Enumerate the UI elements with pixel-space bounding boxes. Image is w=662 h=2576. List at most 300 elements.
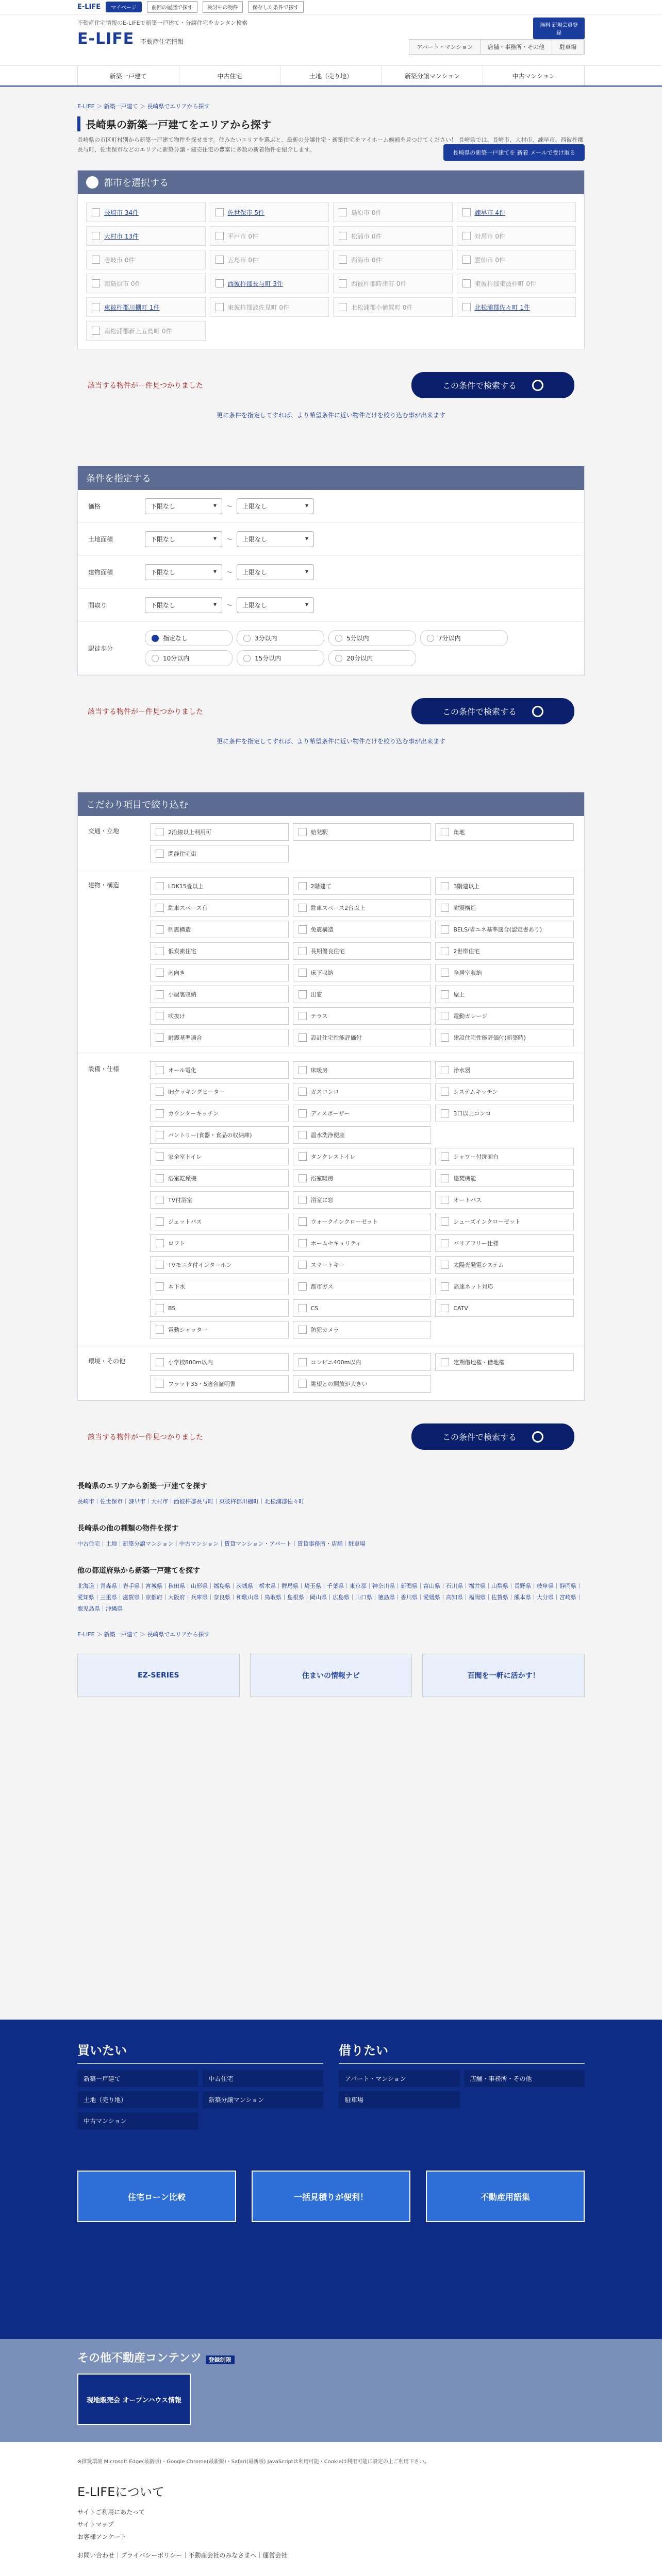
topbar-logo[interactable]: E-LIFE (77, 3, 101, 11)
checkbox-icon[interactable] (299, 1239, 307, 1247)
checkbox-icon[interactable] (156, 990, 164, 998)
keyword-option[interactable] (150, 1299, 289, 1317)
checkbox-icon[interactable] (299, 1109, 307, 1117)
city-option[interactable] (457, 202, 576, 222)
checkbox-icon[interactable] (441, 1088, 449, 1096)
keyword-option[interactable] (435, 986, 574, 1003)
buy-section (77, 2040, 323, 2129)
condition-panel (77, 466, 585, 675)
keyword-option[interactable] (150, 1321, 289, 1338)
keyword-label: 閑静住宅街 (168, 851, 196, 858)
max-select[interactable] (237, 498, 314, 514)
related-links (77, 1481, 585, 1638)
checkbox-icon[interactable] (92, 303, 100, 311)
checkbox-icon[interactable] (441, 1066, 449, 1074)
keyword-label: 全居室収納 (453, 970, 482, 977)
checkbox-icon[interactable] (441, 1196, 449, 1204)
city-option[interactable] (210, 202, 329, 222)
mail-subscribe-button[interactable]: 長崎県の新築一戸建てを 新着 メールで受け取る (443, 144, 585, 161)
footer-link-survey[interactable]: お客様アンケート (77, 2533, 127, 2540)
search-button[interactable] (411, 372, 574, 398)
checkbox-icon[interactable] (216, 208, 224, 216)
header-link-parking[interactable]: 駐車場 (552, 40, 584, 54)
keyword-label: 定期借地権・借地権 (453, 1359, 505, 1366)
keyword-option[interactable] (293, 1170, 432, 1187)
keyword-option[interactable] (150, 921, 289, 938)
city-option[interactable] (333, 274, 453, 293)
promo-estimate[interactable]: 一括見積りが便利！ (252, 2171, 410, 2222)
walk-radio[interactable] (328, 630, 416, 646)
viewed-button[interactable]: 検討中の物件 (203, 1, 243, 13)
checkbox-icon[interactable] (299, 882, 307, 890)
keyword-option[interactable] (435, 964, 574, 981)
checkbox-icon[interactable] (462, 232, 471, 240)
chevron-down-icon: ▾ (213, 535, 217, 543)
keyword-label: CS (310, 1304, 319, 1312)
checkbox-icon[interactable] (216, 303, 224, 311)
city-option[interactable] (86, 202, 206, 222)
keyword-option[interactable] (435, 1083, 574, 1100)
checkbox-icon[interactable] (156, 947, 164, 955)
buy-list (77, 2070, 323, 2129)
footer-link-sitemap[interactable]: サイトマップ (77, 2521, 114, 2528)
city-option[interactable] (333, 297, 453, 317)
checkbox-icon[interactable] (441, 990, 449, 998)
city-option[interactable] (210, 250, 329, 269)
keyword-option[interactable] (435, 1256, 574, 1274)
checkbox-icon[interactable] (156, 1153, 164, 1161)
checkbox-icon[interactable] (156, 1196, 164, 1204)
checkbox-icon[interactable] (441, 969, 449, 977)
checkbox-icon[interactable] (156, 1261, 164, 1269)
min-select[interactable] (145, 597, 222, 613)
checkbox-icon[interactable] (441, 947, 449, 955)
keyword-label: 都市ガス (310, 1283, 334, 1291)
search-button-3[interactable] (411, 1423, 574, 1450)
checkbox-icon[interactable] (156, 1033, 164, 1042)
open-house-banner[interactable]: 現地販売会 オープンハウス情報 (77, 2374, 191, 2425)
keyword-label: ホームセキュリティ (310, 1240, 361, 1247)
gnav-used-house[interactable]: 中古住宅 (179, 66, 280, 86)
checkbox-icon[interactable] (156, 882, 164, 890)
city-option[interactable] (86, 297, 206, 317)
keyword-option[interactable] (150, 1126, 289, 1144)
keyword-label: IHクッキングヒーター (168, 1089, 225, 1096)
keyword-option[interactable] (293, 1126, 432, 1144)
keyword-option[interactable] (293, 877, 432, 895)
walk-radio[interactable] (420, 630, 508, 646)
keyword-option[interactable] (435, 921, 574, 938)
checkbox-icon[interactable] (299, 1088, 307, 1096)
city-label: 西彼杵郡時津町 0件 (351, 280, 407, 287)
city-option[interactable] (333, 202, 453, 222)
checkbox-icon[interactable] (92, 232, 100, 240)
keyword-section-label: 設備・仕様 (88, 1065, 120, 1073)
checkbox-icon[interactable] (339, 256, 347, 264)
buy-link[interactable]: 中古住宅 (203, 2070, 324, 2087)
checkbox-icon[interactable] (462, 208, 471, 216)
checkbox-icon[interactable] (299, 969, 307, 977)
keyword-label: 浄水器 (453, 1067, 471, 1074)
city-option[interactable] (210, 226, 329, 246)
checkbox-icon[interactable] (156, 1326, 164, 1334)
city-label: 北松浦郡佐々町 1件 (474, 303, 530, 311)
checkbox-icon[interactable] (92, 256, 100, 264)
city-option[interactable] (86, 250, 206, 269)
keyword-option[interactable] (293, 1191, 432, 1209)
checkbox-icon[interactable] (299, 1033, 307, 1042)
keyword-label: 制震構造 (168, 926, 191, 934)
keyword-label: 耐震基準適合 (168, 1035, 202, 1042)
checkbox-icon[interactable] (156, 1358, 164, 1366)
keyword-label: 出窓 (310, 991, 322, 998)
header-link-apartment[interactable]: アパート・マンション (409, 40, 481, 54)
city-label: 松浦市 0件 (351, 232, 382, 240)
links-prefectures[interactable]: 北海道｜青森県｜岩手県｜宮城県｜秋田県｜山形県｜福島県｜茨城県｜栃木県｜群馬県｜埼玉県｜千葉県｜東京都｜神奈川県｜新潟県｜富山県｜石川県｜福井県｜山梨県｜長野県｜岐阜県｜静岡県｜愛知県｜三重県｜滋賀県｜京都府｜大阪府｜兵庫県｜奈良県｜和歌山県｜鳥取県｜島根県｜岡山県｜広島県｜山口県｜徳島県｜香川県｜愛媛県｜高知県｜福岡県｜佐賀県｜熊本県｜大分県｜宮崎県｜鹿児島県｜沖縄県 (77, 1583, 582, 1613)
keyword-option[interactable] (435, 1061, 574, 1079)
keyword-option[interactable] (293, 1278, 432, 1295)
keyword-option[interactable] (293, 1029, 432, 1046)
checkbox-icon[interactable] (441, 925, 449, 934)
buy-link[interactable]: 中古マンション (77, 2112, 198, 2129)
breadcrumb[interactable]: E-LIFE ＞ 新築一戸建て ＞ 長崎県でエリアから探す (77, 103, 210, 110)
max-select[interactable] (237, 597, 314, 613)
keyword-label: 3階建以上 (453, 883, 480, 890)
banner-hyakubun[interactable]: 百聞を一軒に活かす！ (422, 1654, 585, 1697)
checkbox-icon[interactable] (462, 279, 471, 287)
links-types[interactable]: 中古住宅｜土地｜新築分譲マンション｜中古マンション｜賃貸マンション・アパート｜賃貸事務所・店舗｜駐車場 (77, 1540, 366, 1548)
checkbox-icon[interactable] (441, 1012, 449, 1020)
checkbox-icon[interactable] (156, 1066, 164, 1074)
checkbox-icon[interactable] (441, 1304, 449, 1312)
keyword-option[interactable] (435, 1353, 574, 1371)
keyword-option[interactable] (293, 1148, 432, 1165)
keyword-option[interactable] (150, 1191, 289, 1209)
checkbox-icon[interactable] (299, 1174, 307, 1182)
keyword-option[interactable] (150, 942, 289, 960)
keyword-option[interactable] (150, 877, 289, 895)
checkbox-icon[interactable] (441, 1153, 449, 1161)
buy-link[interactable]: 新築一戸建て (77, 2070, 198, 2087)
keyword-option[interactable] (150, 1029, 289, 1046)
max-select-value: 上限なし (242, 602, 268, 609)
city-option[interactable] (86, 274, 206, 293)
keyword-label: 角地 (453, 829, 465, 836)
checkbox-icon[interactable] (156, 1304, 164, 1312)
checkbox-icon[interactable] (216, 232, 224, 240)
keyword-option[interactable] (293, 921, 432, 938)
walk-radio[interactable] (145, 630, 233, 646)
keyword-option[interactable] (150, 964, 289, 981)
checkbox-icon[interactable] (299, 1153, 307, 1161)
city-option[interactable] (333, 226, 453, 246)
keyword-option[interactable] (150, 1353, 289, 1371)
city-option[interactable] (86, 226, 206, 246)
city-panel (77, 170, 585, 349)
walk-radio[interactable] (237, 650, 324, 666)
keyword-option[interactable] (435, 1278, 574, 1295)
walk-radio[interactable] (237, 630, 324, 646)
keyword-option[interactable] (435, 942, 574, 960)
keyword-label: テラス (310, 1013, 328, 1020)
checkbox-icon[interactable] (156, 1012, 164, 1020)
keyword-option[interactable] (435, 1170, 574, 1187)
keyword-option[interactable] (293, 1234, 432, 1252)
keyword-option[interactable] (293, 823, 432, 841)
banner-ez[interactable]: EZ-SERIES (77, 1654, 240, 1697)
checkbox-icon[interactable] (92, 327, 100, 335)
keyword-option[interactable] (435, 1299, 574, 1317)
min-select[interactable] (145, 531, 222, 547)
city-label: 大村市 13件 (104, 232, 139, 240)
rent-link[interactable]: 駐車場 (339, 2091, 460, 2108)
keyword-option[interactable] (150, 1007, 289, 1025)
checkbox-icon[interactable] (299, 1217, 307, 1226)
footer-note: ※推奨環境 Microsoft Edge(最新版)・Google Chrome(最新版)・Safari(最新版) JavaScriptは利用可能・Cookieは利用可能に設定の上ご利用下さい。 (77, 2459, 429, 2465)
keyword-option[interactable] (435, 1213, 574, 1230)
keyword-option[interactable] (150, 1061, 289, 1079)
city-label: 雲仙市 0件 (474, 256, 505, 264)
keyword-option[interactable] (435, 899, 574, 917)
checkbox-icon[interactable] (441, 1109, 449, 1117)
city-option[interactable] (210, 297, 329, 317)
keyword-option[interactable] (435, 1234, 574, 1252)
keyword-option[interactable] (435, 1105, 574, 1122)
register-button[interactable]: 無料 新規会員登録 (533, 18, 585, 39)
keyword-option[interactable] (150, 823, 289, 841)
keyword-option[interactable] (150, 845, 289, 862)
city-option[interactable] (86, 321, 206, 341)
chevron-down-icon: ▾ (305, 601, 309, 608)
checkbox-icon[interactable] (156, 828, 164, 836)
checkbox-icon[interactable] (462, 256, 471, 264)
rent-title: 借りたい (339, 2040, 585, 2064)
keyword-option[interactable] (435, 1191, 574, 1209)
keyword-label: フラット35・S適合証明書 (168, 1381, 236, 1388)
keyword-option[interactable] (150, 1234, 289, 1252)
checkbox-icon[interactable] (441, 1239, 449, 1247)
buy-link[interactable]: 土地（売り地） (77, 2091, 198, 2108)
checkbox-icon[interactable] (156, 904, 164, 912)
checkbox-icon[interactable] (156, 1380, 164, 1388)
checkbox-icon[interactable] (299, 1066, 307, 1074)
city-option[interactable] (210, 274, 329, 293)
other-title (77, 2349, 585, 2365)
rent-link[interactable]: アパート・マンション (339, 2070, 460, 2087)
min-select[interactable] (145, 498, 222, 514)
radio-icon (243, 635, 251, 642)
city-option[interactable] (333, 250, 453, 269)
checkbox-icon[interactable] (299, 828, 307, 836)
mypage-button[interactable]: マイページ (106, 2, 142, 12)
keyword-label: スマートキー (310, 1262, 345, 1269)
keyword-option[interactable] (150, 1213, 289, 1230)
keyword-spacer (435, 1375, 574, 1393)
keyword-option[interactable] (293, 1083, 432, 1100)
keyword-option[interactable] (293, 1007, 432, 1025)
checkbox-icon[interactable] (299, 1012, 307, 1020)
checkbox-icon[interactable] (299, 904, 307, 912)
keyword-option[interactable] (435, 1007, 574, 1025)
keyword-option[interactable] (293, 1061, 432, 1079)
links-area[interactable]: 長崎市｜佐世保市｜諫早市｜大村市｜西彼杵郡長与町｜東彼杵郡川棚町｜北松浦郡佐々町 (77, 1498, 304, 1505)
keyword-section (78, 870, 584, 1054)
keyword-option[interactable] (293, 1299, 432, 1317)
footer-bottom-links[interactable]: お問い合わせ｜プライバシーポリシー｜不動産会社のみなさまへ｜運営会社 (77, 2552, 288, 2559)
max-select[interactable] (237, 564, 314, 580)
checkbox-icon[interactable] (441, 1261, 449, 1269)
search-button-2[interactable] (411, 698, 574, 724)
keyword-option[interactable] (435, 1029, 574, 1046)
keyword-option[interactable] (150, 1256, 289, 1274)
checkbox-icon[interactable] (92, 208, 100, 216)
checkbox-icon[interactable] (441, 1358, 449, 1366)
checkbox-icon[interactable] (156, 850, 164, 858)
city-label: 島原市 0件 (351, 209, 382, 216)
condition-row (78, 523, 584, 556)
checkbox-icon[interactable] (441, 828, 449, 836)
checkbox-icon[interactable] (216, 279, 224, 287)
checkbox-icon[interactable] (299, 1261, 307, 1269)
checkbox-icon[interactable] (156, 1109, 164, 1117)
keyword-option[interactable] (293, 986, 432, 1003)
keyword-option[interactable] (435, 877, 574, 895)
checkbox-icon[interactable] (156, 1239, 164, 1247)
checkbox-icon[interactable] (339, 303, 347, 311)
keyword-option[interactable] (293, 942, 432, 960)
keyword-option[interactable] (150, 1375, 289, 1393)
keyword-option[interactable] (150, 1105, 289, 1122)
checkbox-icon[interactable] (339, 232, 347, 240)
result-count-2: 該当する物件が－件見つかりました (88, 707, 203, 716)
buy-link[interactable]: 新築分譲マンション (203, 2091, 324, 2108)
checkbox-icon[interactable] (156, 1088, 164, 1096)
checkbox-icon[interactable] (156, 1131, 164, 1139)
checkbox-icon[interactable] (441, 1033, 449, 1042)
city-label: 北松浦郡小値賀町 0件 (351, 303, 413, 311)
checkbox-icon[interactable] (299, 1304, 307, 1312)
keyword-option[interactable] (435, 823, 574, 841)
min-select[interactable] (145, 564, 222, 580)
checkbox-icon[interactable] (462, 303, 471, 311)
city-label: 東彼杵郡波佐見町 0件 (227, 303, 289, 311)
keyword-label: 温水洗浄便座 (310, 1132, 345, 1139)
other-title-text: その他不動産コンテンツ (77, 2352, 202, 2365)
checkbox-icon[interactable] (441, 882, 449, 890)
keyword-option[interactable] (293, 1321, 432, 1338)
rent-link[interactable]: 店舗・事務所・その他 (464, 2070, 585, 2087)
recent-history-button[interactable]: 前回の履歴で探す (147, 1, 197, 13)
checkbox-icon[interactable] (441, 1174, 449, 1182)
keyword-spacer (435, 1126, 574, 1144)
keyword-option[interactable] (150, 1148, 289, 1165)
condition-panel-head: 条件を指定する (78, 466, 584, 490)
checkbox-icon[interactable] (299, 990, 307, 998)
keyword-option[interactable] (150, 1083, 289, 1100)
checkbox-icon[interactable] (339, 279, 347, 287)
keyword-option[interactable] (293, 1213, 432, 1230)
checkbox-icon[interactable] (299, 1380, 307, 1388)
footer-links (77, 2506, 585, 2543)
city-label: 南島原市 0件 (104, 280, 141, 287)
checkbox-icon[interactable] (299, 1326, 307, 1334)
checkbox-icon[interactable] (216, 256, 224, 264)
checkbox-icon[interactable] (441, 1217, 449, 1226)
rent-section (339, 2040, 585, 2129)
keyword-option[interactable] (293, 1375, 432, 1393)
checkbox-icon[interactable] (339, 208, 347, 216)
checkbox-icon[interactable] (299, 1358, 307, 1366)
checkbox-icon[interactable] (156, 1282, 164, 1291)
keyword-option[interactable] (150, 899, 289, 917)
checkbox-icon[interactable] (441, 1282, 449, 1291)
max-select[interactable] (237, 531, 314, 547)
main (77, 102, 585, 1697)
breadcrumb-bottom[interactable]: E-LIFE ＞ 新築一戸建て ＞ 長崎県でエリアから探す (77, 1631, 210, 1638)
gnav-new-house[interactable]: 新築一戸建て (77, 66, 179, 86)
checkbox-icon[interactable] (299, 1131, 307, 1139)
chevron-down-icon: ▾ (213, 601, 217, 608)
checkbox-icon[interactable] (441, 904, 449, 912)
walk-radio-label: 5分以内 (346, 635, 369, 642)
banner-navi[interactable]: 住まいの情報ナビ (250, 1654, 412, 1697)
checkbox-icon[interactable] (299, 947, 307, 955)
checkbox-icon[interactable] (92, 279, 100, 287)
gnav-new-mansion[interactable]: 新築分譲マンション (382, 66, 483, 86)
gnav-land[interactable]: 土地（売り地） (280, 66, 382, 86)
keyword-option[interactable] (150, 1278, 289, 1295)
keyword-option[interactable] (293, 964, 432, 981)
promo-loan[interactable]: 住宅ローン比較 (77, 2171, 236, 2222)
links-heading-2: 長崎県の他の種類の物件を探す (77, 1524, 178, 1533)
walk-radio[interactable] (328, 650, 416, 666)
site-logo[interactable]: E-LIFE (77, 30, 135, 48)
keyword-option[interactable] (293, 899, 432, 917)
keyword-label: 家全室トイレ (168, 1154, 202, 1161)
footer-link-terms[interactable]: サイトご利用にあたって (77, 2509, 145, 2516)
checkbox-icon[interactable] (156, 1174, 164, 1182)
range-separator: ～ (226, 569, 233, 577)
keyword-option[interactable] (150, 1170, 289, 1187)
checkbox-icon[interactable] (299, 925, 307, 934)
keyword-label: パントリー(食器・食品の収納庫) (168, 1132, 252, 1139)
keyword-option[interactable] (150, 986, 289, 1003)
checkbox-icon[interactable] (156, 1217, 164, 1226)
city-option[interactable] (457, 297, 576, 317)
keyword-option[interactable] (293, 1256, 432, 1274)
city-option[interactable] (457, 250, 576, 269)
checkbox-icon[interactable] (156, 969, 164, 977)
keyword-label: 駐車スペース有 (168, 905, 208, 912)
header-link-store[interactable]: 店舗・事務所・その他 (481, 40, 552, 54)
promo-glossary[interactable]: 不動産用語集 (426, 2171, 585, 2222)
keyword-grid (150, 877, 574, 1046)
city-label: 東彼杵郡東彼杵町 0件 (474, 280, 536, 287)
checkbox-icon[interactable] (299, 1282, 307, 1291)
checkbox-icon[interactable] (156, 925, 164, 934)
checkbox-icon[interactable] (299, 1196, 307, 1204)
keyword-option[interactable] (293, 1353, 432, 1371)
city-panel-head (78, 171, 584, 194)
walk-radio[interactable] (145, 650, 233, 666)
city-option[interactable] (457, 226, 576, 246)
city-label: 平戸市 0件 (227, 232, 258, 240)
gnav-used-mansion[interactable]: 中古マンション (483, 66, 585, 86)
city-option[interactable] (457, 274, 576, 293)
keyword-option[interactable] (435, 1148, 574, 1165)
keyword-option[interactable] (293, 1105, 432, 1122)
saved-search-button[interactable]: 保存した条件で探す (248, 1, 304, 13)
